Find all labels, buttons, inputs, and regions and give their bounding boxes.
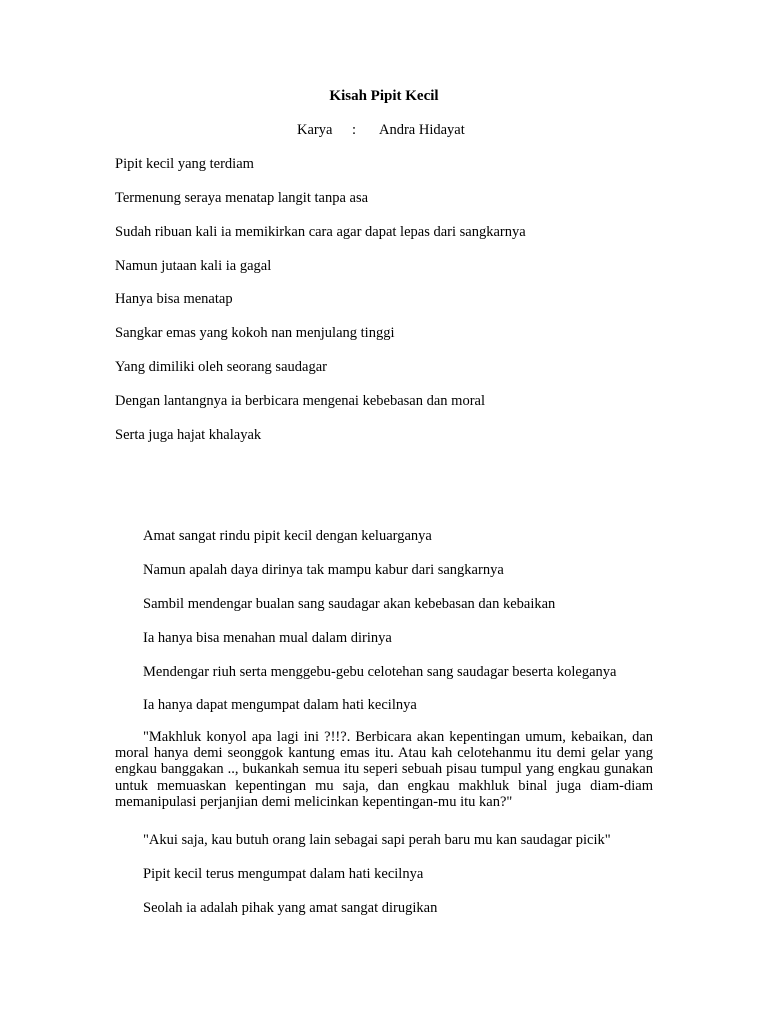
poem-line: Ia hanya bisa menahan mual dalam dirinya xyxy=(143,630,392,646)
poem-line: Namun apalah daya dirinya tak mampu kabur dari sangkarnya xyxy=(143,562,504,578)
poem-line: Namun jutaan kali ia gagal xyxy=(115,258,272,274)
byline-label: Karya xyxy=(297,122,333,138)
poem-line: Termenung seraya menatap langit tanpa asa xyxy=(115,190,369,206)
poem-line: Yang dimiliki oleh seorang saudagar xyxy=(115,359,327,375)
poem-line: Amat sangat rindu pipit kecil dengan keluarganya xyxy=(143,528,432,544)
poem-line: Sudah ribuan kali ia memikirkan cara agar dapat lepas dari sangkarnya xyxy=(115,224,526,240)
poem-line: Serta juga hajat khalayak xyxy=(115,427,262,443)
poem-line: Pipit kecil yang terdiam xyxy=(115,156,254,172)
poem-line: Mendengar riuh serta menggebu-gebu celotehan sang saudagar beserta koleganya xyxy=(143,664,617,680)
quote-paragraph: "Makhluk konyol apa lagi ini ?!!?. Berbicara akan kepentingan umum, kebaikan, dan moral hanya demi seonggok kantung emas itu. Atau kah celotehanmu itu demi gelar yang engkau banggakan .., bukankah semua itu seperi sebuah pisau tumpul yang engkau gunakan untuk memuaskan kepentingan mu saja, dan engkau makhluk binal juga diam-diam memanipulasi perjanjian demi melicinkan kepentingan-mu itu kan?" xyxy=(115,729,653,810)
byline-author: Andra Hidayat xyxy=(379,122,465,138)
poem-line: Sambil mendengar bualan sang saudagar akan kebebasan dan kebaikan xyxy=(143,596,556,612)
poem-line: Sangkar emas yang kokoh nan menjulang tinggi xyxy=(115,325,395,341)
poem-line: Ia hanya dapat mengumpat dalam hati kecilnya xyxy=(143,697,417,713)
byline-separator: : xyxy=(352,122,357,138)
poem-line: Dengan lantangnya ia berbicara mengenai kebebasan dan moral xyxy=(115,393,485,409)
poem-line: Pipit kecil terus mengumpat dalam hati kecilnya xyxy=(143,866,424,882)
poem-line: Seolah ia adalah pihak yang amat sangat dirugikan xyxy=(143,900,438,916)
poem-line: "Akui saja, kau butuh orang lain sebagai sapi perah baru mu kan saudagar picik" xyxy=(143,832,611,848)
poem-line: Hanya bisa menatap xyxy=(115,291,233,307)
document-title: Kisah Pipit Kecil xyxy=(329,88,439,104)
